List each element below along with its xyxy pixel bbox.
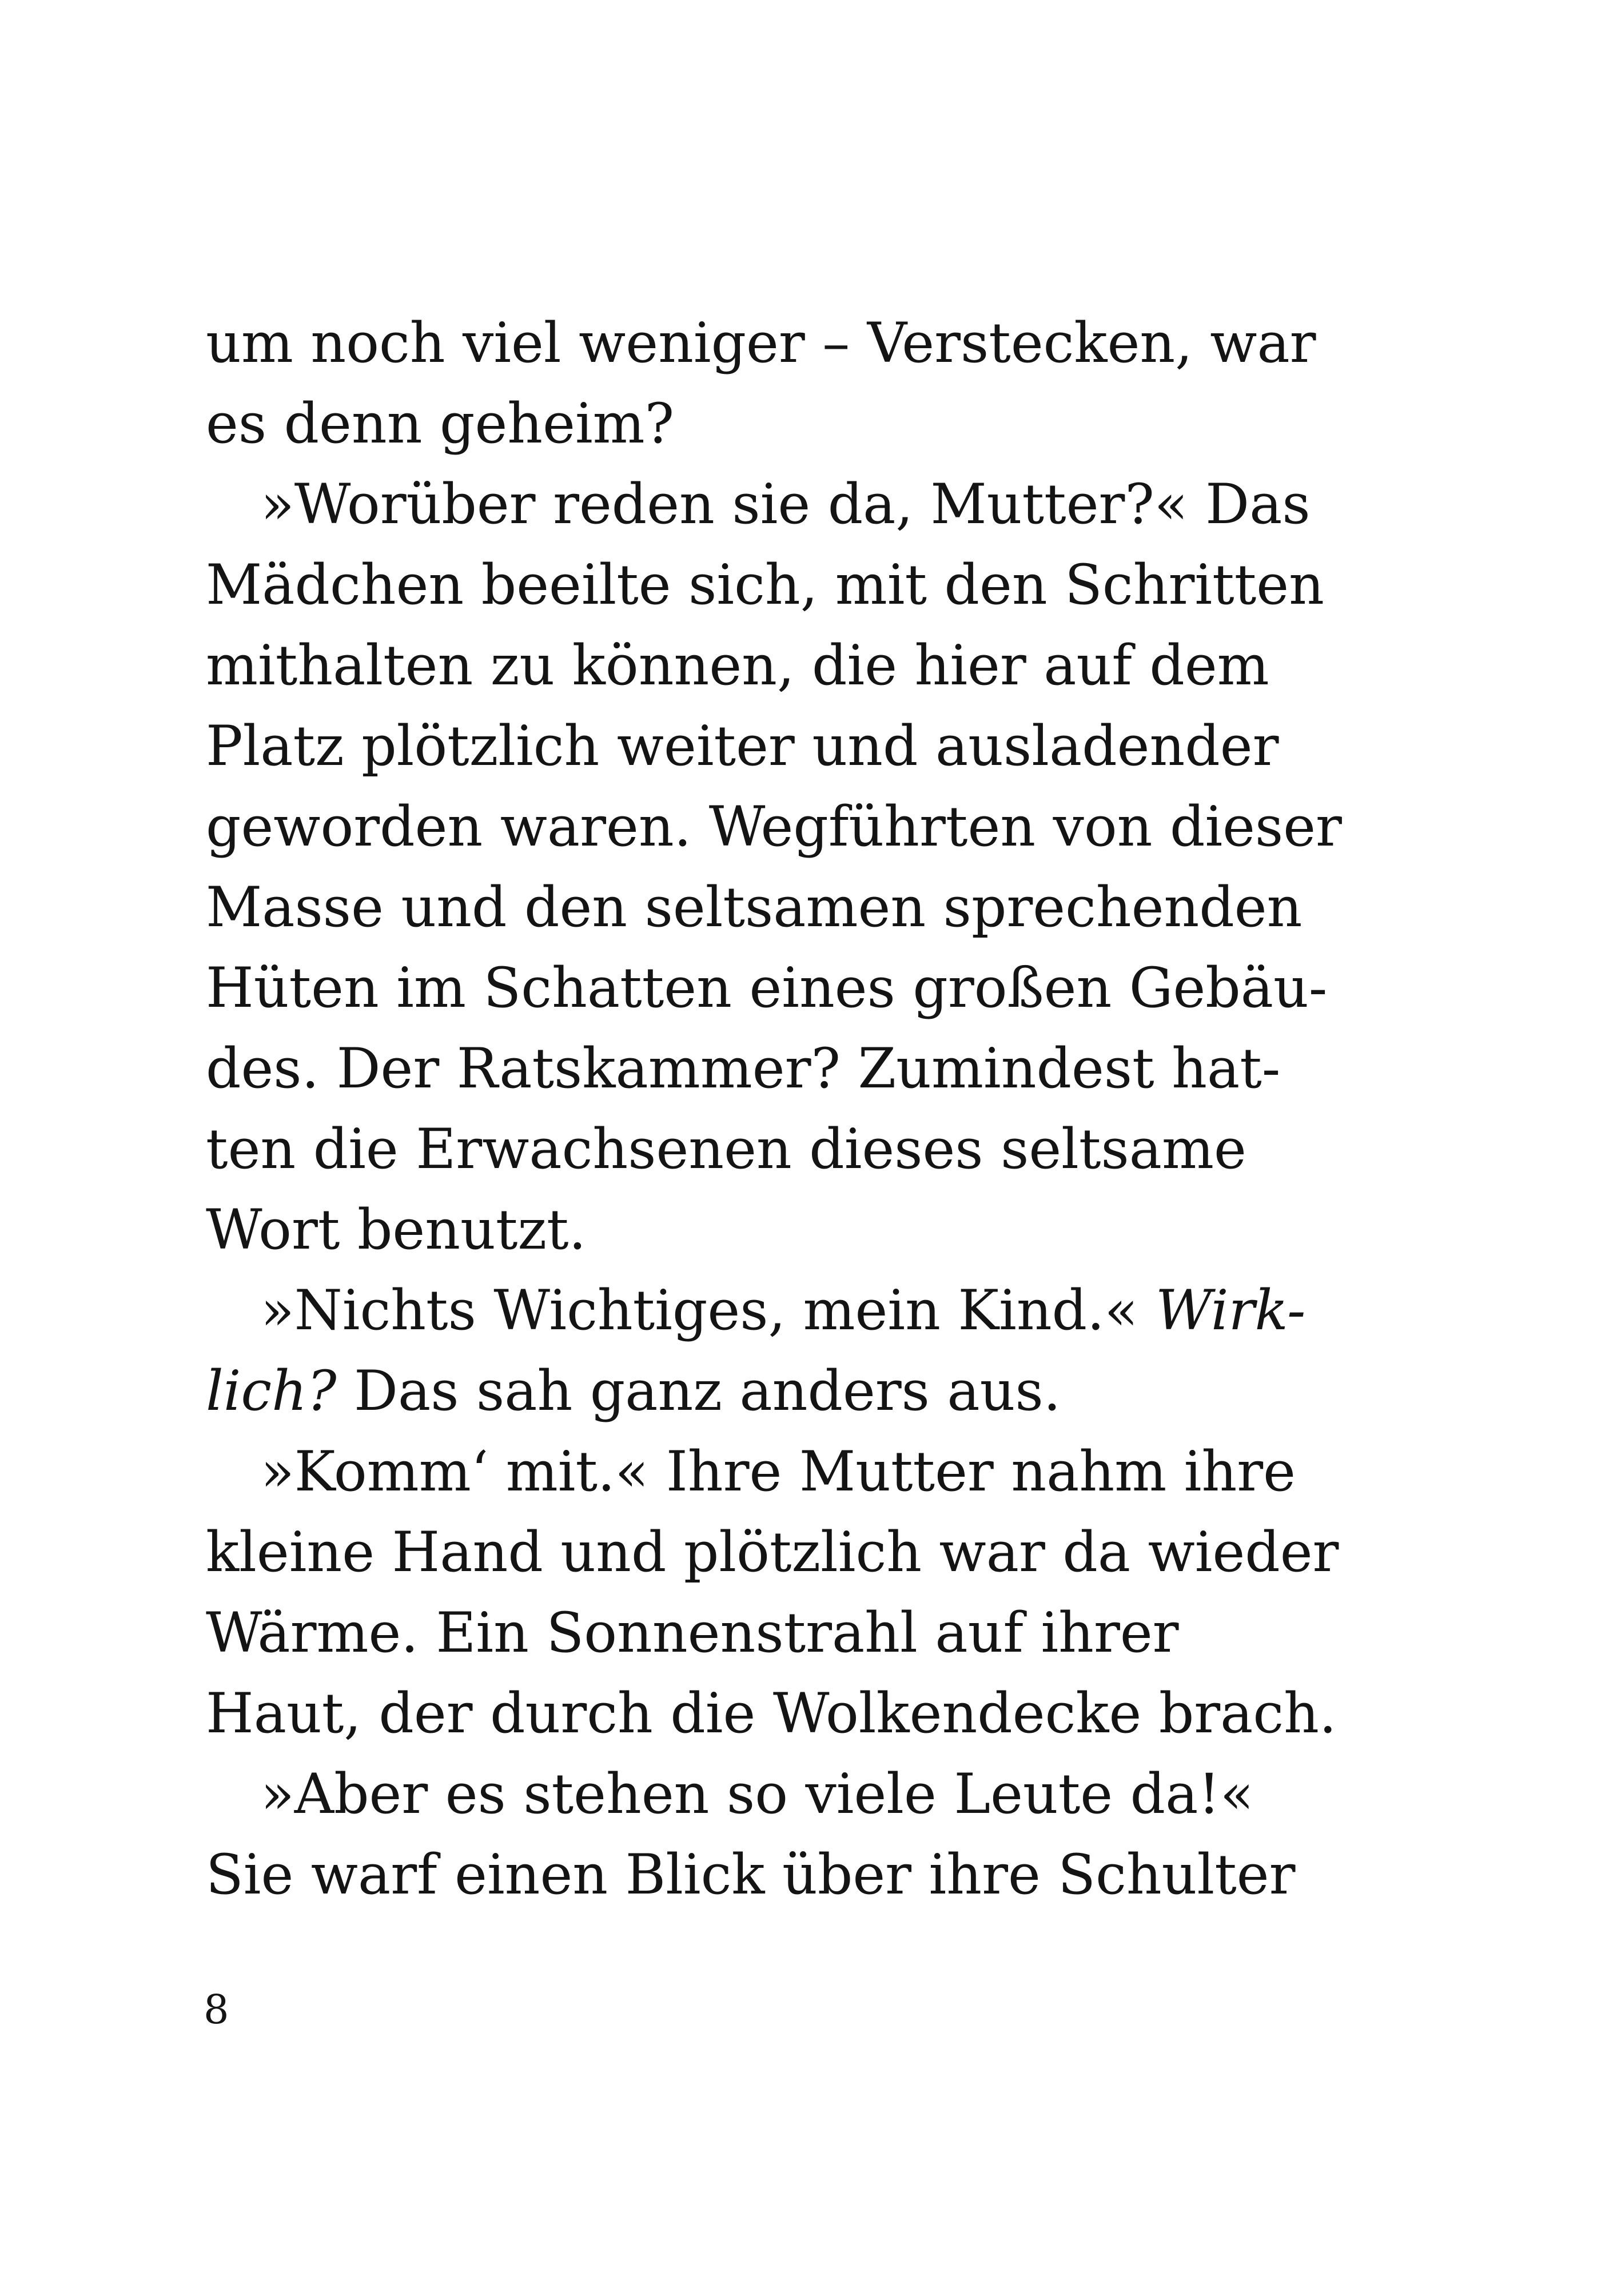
text-line: Sie warf einen Blick über ihre Schulter [206, 1843, 1296, 1907]
text-line: Haut, der durch die Wolkendecke brach. [206, 1681, 1337, 1745]
text-line: des. Der Ratskammer? Zumindest hat- [206, 1037, 1281, 1101]
text-line: Masse und den seltsamen sprechenden [206, 875, 1303, 939]
italic-text-segment: lich? [206, 1359, 337, 1423]
page-number: 8 [204, 1986, 229, 2033]
paragraph-start-line [206, 1270, 1464, 1351]
text-line: um noch viel weniger – Verstecken, war [206, 311, 1316, 375]
text-line: Wort benutzt. [206, 1198, 587, 1262]
text-line: geworden waren. Wegführten von dieser [206, 795, 1342, 859]
body-text [206, 303, 1464, 1915]
paragraph-start-line: »Aber es stehen so viele Leute da!« [261, 1762, 1254, 1826]
text-segment: »Nichts Wichtiges, mein Kind.« [261, 1278, 1156, 1342]
text-line: Wärme. Ein Sonnenstrahl auf ihrer [206, 1601, 1179, 1665]
text-line [206, 1351, 1464, 1432]
text-line: Hüten im Schatten eines großen Gebäu- [206, 956, 1328, 1020]
text-line: es denn geheim? [206, 392, 675, 456]
text-line: kleine Hand und plötzlich war da wieder [206, 1520, 1339, 1584]
text-line: ten die Erwachsenen dieses seltsame [206, 1117, 1246, 1181]
italic-text-segment: Wirk- [1155, 1278, 1306, 1342]
text-line: Platz plötzlich weiter und ausladender [206, 714, 1279, 778]
paragraph-start-line: »Worüber reden sie da, Mutter?« Das [261, 472, 1311, 536]
text-line: Mädchen beeilte sich, mit den Schritten [206, 553, 1324, 617]
text-segment: Das sah ganz anders aus. [336, 1359, 1061, 1423]
text-line: mithalten zu können, die hier auf dem [206, 633, 1269, 697]
paragraph-start-line: »Komm‘ mit.« Ihre Mutter nahm ihre [261, 1440, 1296, 1504]
